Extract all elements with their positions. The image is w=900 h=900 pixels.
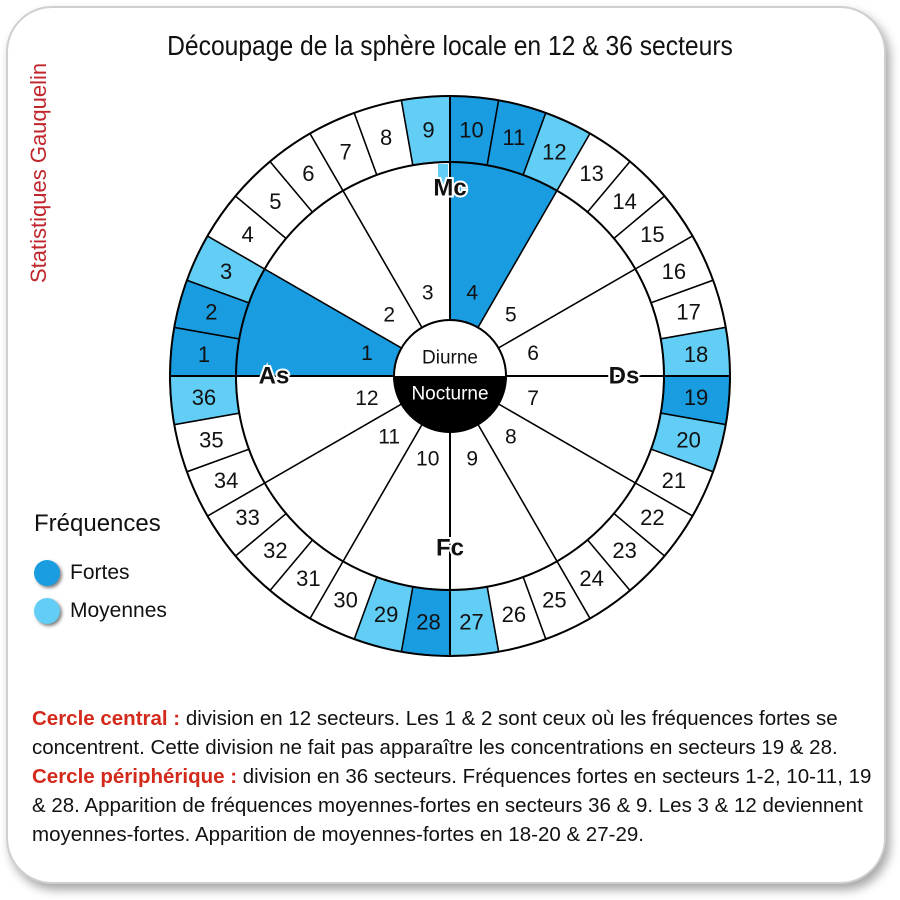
- legend-swatch-moyennes: [34, 598, 60, 624]
- outer-label-1: 1: [197, 341, 211, 367]
- outer-label-17: 17: [676, 299, 701, 325]
- outer-label-10: 10: [459, 117, 484, 143]
- outer-label-12: 12: [542, 139, 567, 165]
- outer-label-6: 6: [302, 161, 315, 187]
- outer-label-26: 26: [501, 602, 527, 628]
- outer-label-11: 11: [502, 124, 526, 150]
- diagram-title: Découpage de la sphère locale en 12 & 36 secteurs: [167, 30, 733, 61]
- outer-label-22: 22: [640, 505, 665, 531]
- note-central-label: Cercle central :: [32, 707, 181, 730]
- legend-item-fortes: [34, 560, 130, 586]
- side-label: Statistiques Gauquelin: [26, 62, 51, 283]
- inner-label-8: 8: [504, 425, 517, 449]
- inner-label-1: 1: [361, 342, 373, 366]
- outer-label-27: 27: [459, 609, 484, 635]
- outer-label-8: 8: [379, 124, 393, 150]
- outer-label-15: 15: [640, 221, 665, 247]
- outer-label-2: 2: [205, 299, 218, 325]
- outer-label-16: 16: [661, 259, 687, 285]
- outer-label-34: 34: [213, 467, 239, 493]
- legend-label-moyennes: Moyennes: [70, 599, 167, 622]
- outer-label-13: 13: [579, 161, 604, 187]
- axis-label-mc: Mc: [433, 174, 467, 202]
- outer-label-36: 36: [191, 385, 217, 411]
- inner-label-2: 2: [383, 303, 396, 327]
- inner-label-4: 4: [466, 281, 479, 305]
- inner-label-7: 7: [527, 386, 539, 410]
- hub-label-diurne: Diurne: [422, 347, 478, 369]
- outer-label-35: 35: [199, 427, 224, 453]
- outer-label-31: 31: [296, 565, 321, 591]
- outer-label-33: 33: [235, 505, 260, 531]
- inner-label-5: 5: [504, 303, 517, 327]
- outer-label-25: 25: [542, 587, 567, 613]
- note-central-text: division en 12 secteurs. Les 1 & 2 sont ceux où les fréquences fortes se concentrent. Cette division ne fait pas apparaître les concentrations en secteurs 19 & 28.: [32, 707, 838, 759]
- outer-label-7: 7: [339, 139, 352, 165]
- outer-label-30: 30: [333, 587, 358, 613]
- axis-label-fc: Fc: [435, 534, 465, 562]
- outer-label-5: 5: [269, 188, 282, 214]
- hub-label-nocturne: Nocturne: [411, 383, 489, 405]
- outer-label-3: 3: [220, 259, 233, 285]
- inner-label-3: 3: [421, 281, 434, 305]
- legend-item-moyennes: [34, 598, 167, 624]
- outer-label-9: 9: [422, 117, 435, 143]
- outer-label-28: 28: [416, 609, 441, 635]
- outer-label-21: 21: [661, 467, 687, 493]
- outer-label-14: 14: [612, 188, 637, 214]
- outer-label-4: 4: [241, 221, 254, 247]
- legend-title: Fréquences: [34, 510, 161, 537]
- axis-label-ds: Ds: [608, 362, 640, 390]
- note-central: [32, 704, 882, 762]
- note-peripheral-text: division en 36 secteurs. Fréquences fortes en secteurs 1-2, 10-11, 19 & 28. Apparition de fréquences moyennes-fortes en secteurs 36 & 9. Les 3 & 12 deviennent moyennes-fortes. Apparition de moyennes-fortes en 18-20 & 27-29.: [32, 765, 872, 846]
- outer-label-19: 19: [683, 385, 709, 411]
- outer-label-18: 18: [683, 341, 709, 367]
- notes: [32, 704, 882, 849]
- inner-label-12: 12: [355, 386, 379, 410]
- inner-label-9: 9: [466, 447, 479, 471]
- legend-swatch-fortes: [34, 560, 60, 586]
- outer-label-32: 32: [263, 538, 288, 564]
- outer-label-20: 20: [676, 427, 701, 453]
- outer-label-29: 29: [373, 602, 399, 628]
- note-peripheral: [32, 762, 882, 849]
- outer-label-23: 23: [612, 538, 637, 564]
- inner-label-10: 10: [416, 447, 440, 471]
- axis-label-as: As: [258, 362, 290, 390]
- outer-label-24: 24: [579, 565, 604, 591]
- legend-label-fortes: Fortes: [70, 561, 130, 584]
- inner-label-6: 6: [527, 342, 539, 366]
- note-peripheral-label: Cercle périphérique :: [32, 765, 238, 788]
- inner-label-11: 11: [378, 425, 401, 449]
